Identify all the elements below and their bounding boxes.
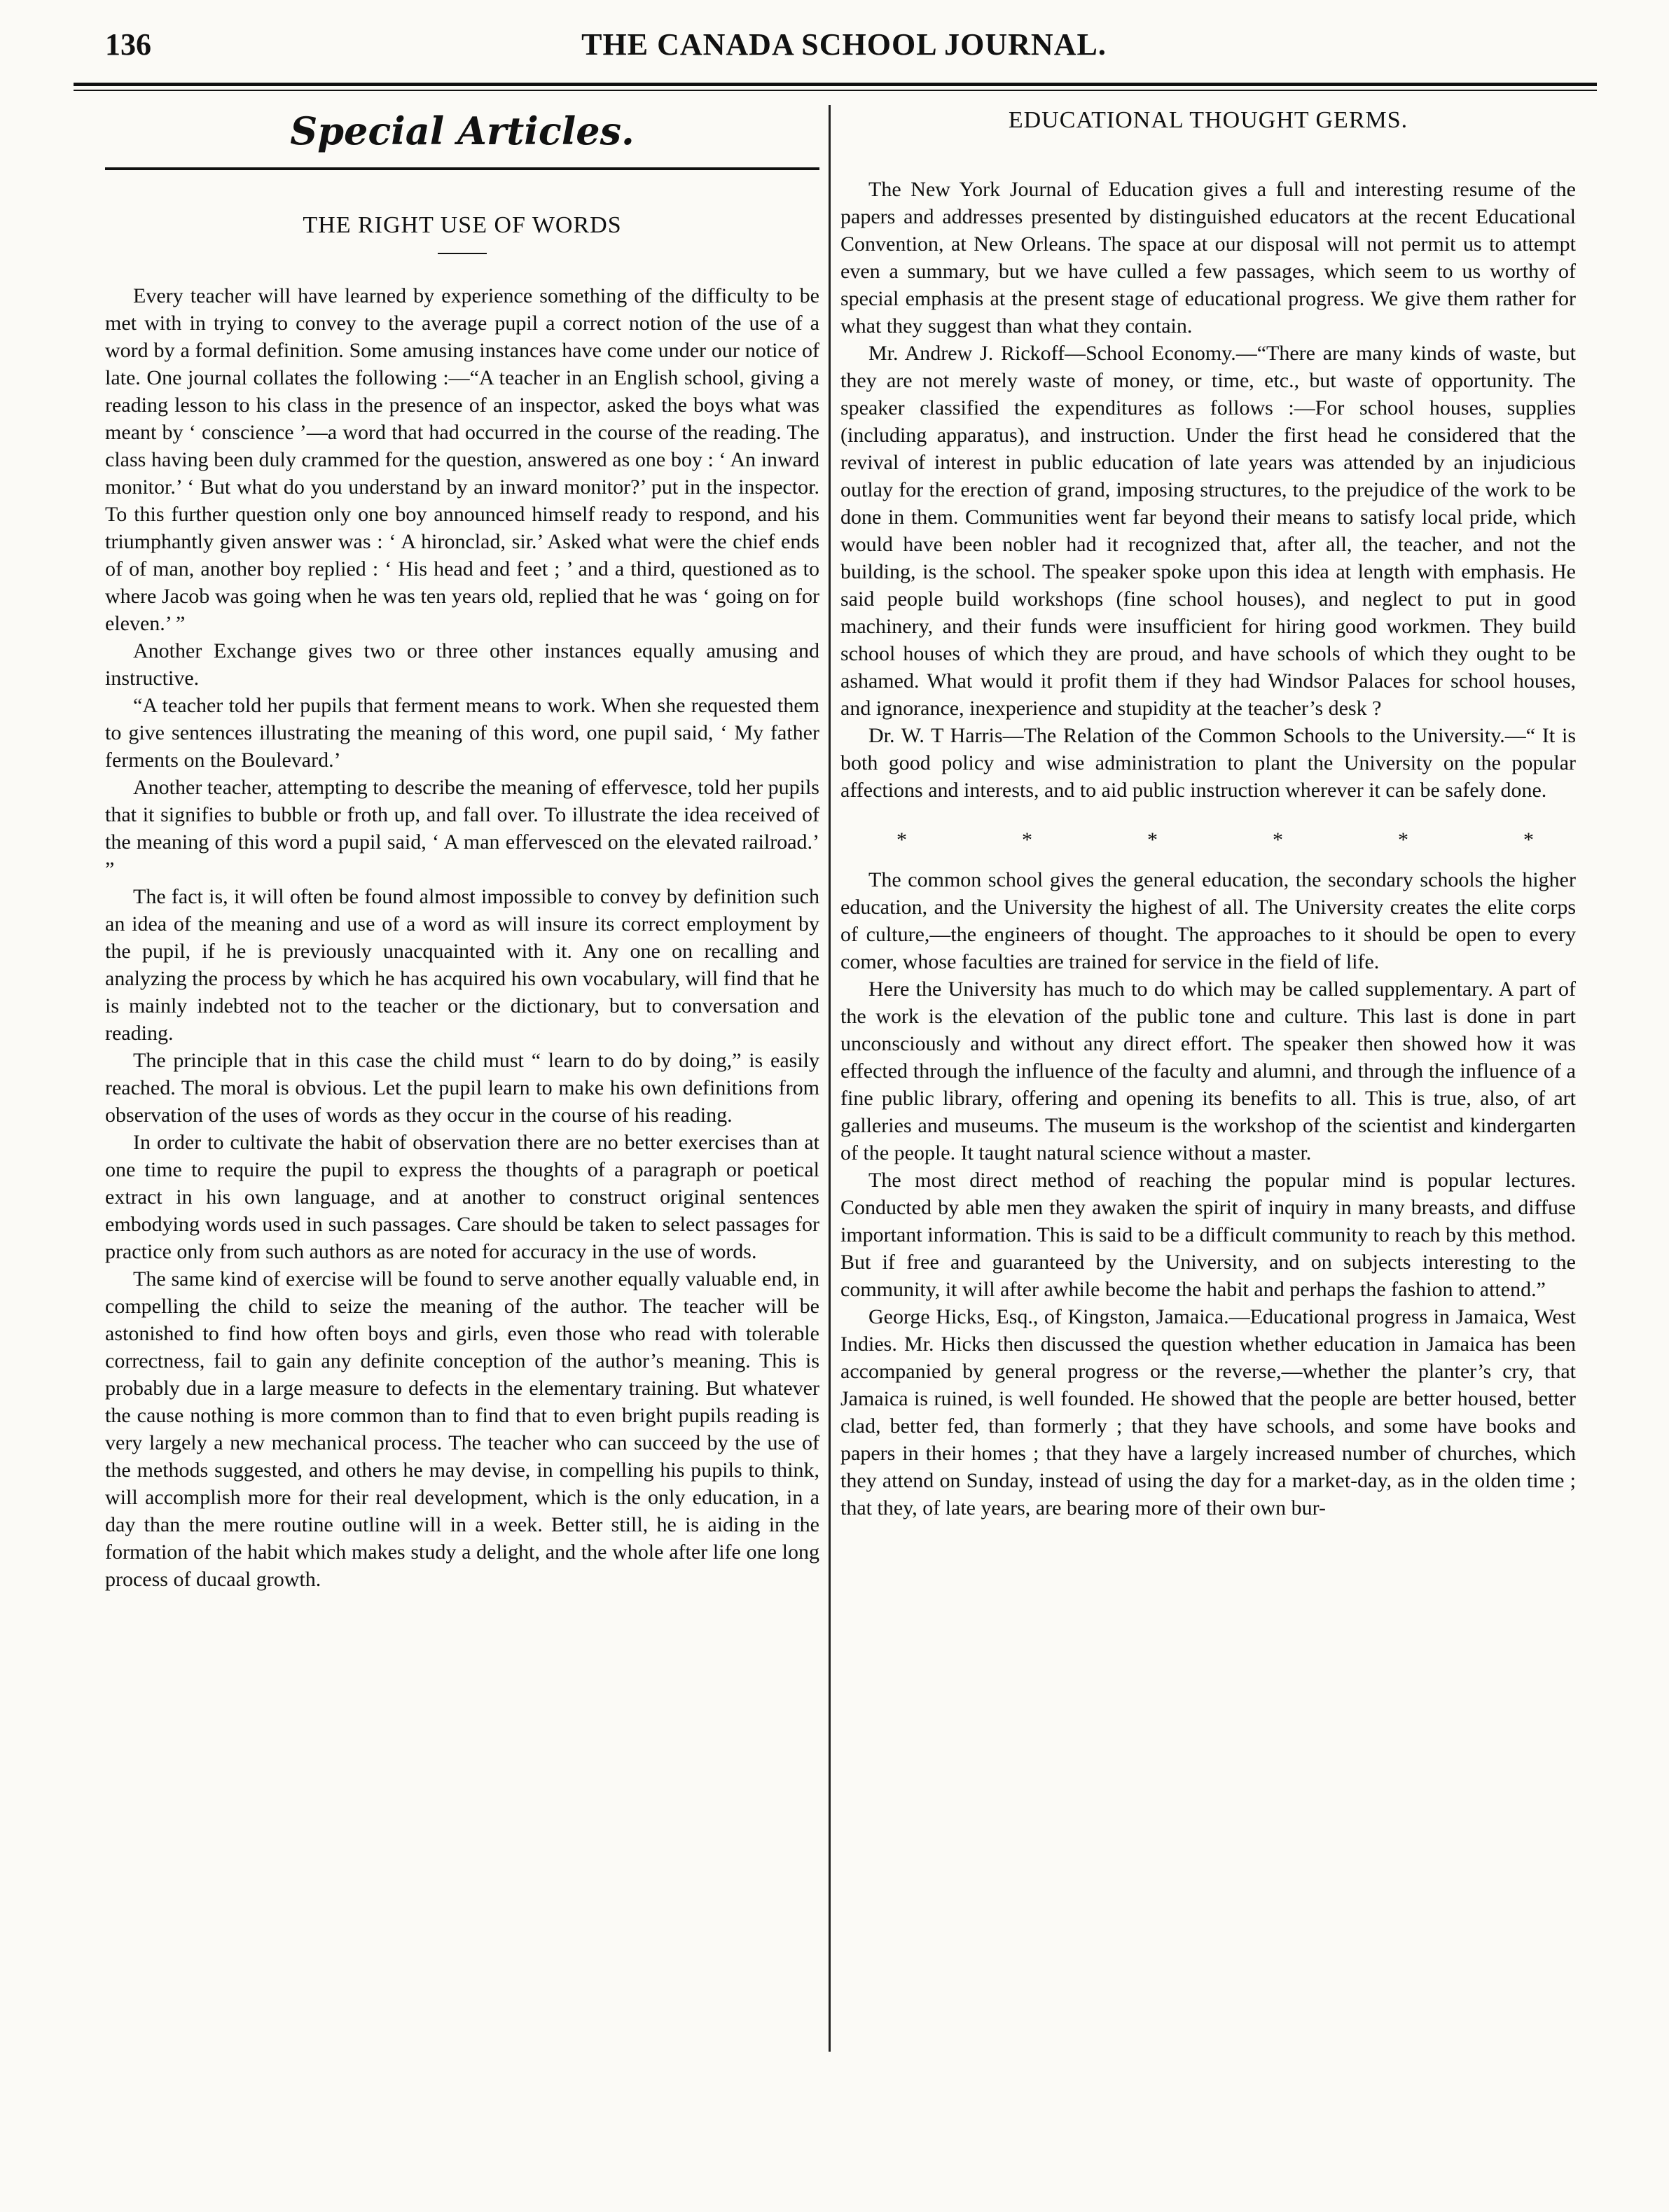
paragraph: “A teacher told her pupils that ferment means to work. When she requested them to give sentences illustrating the meaning of this word, one pupil said, ‘ My father ferments on the Boulevard.’ (105, 694, 819, 772)
section-rule (105, 167, 819, 170)
asterisk: * (1398, 828, 1408, 851)
title-rule (438, 253, 487, 254)
asterisk: * (1022, 828, 1032, 851)
page-header (105, 21, 1583, 70)
asterisk: * (1523, 828, 1534, 851)
asterisk: * (896, 828, 907, 851)
paragraph: The most direct method of reaching the popular mind is popular lectures. Conducted by able men they awaken the spirit of inquiry in many breasts, and diffuse important information. This is said to be a difficult community to reach by this method. But if free and guaranteed by the University, and on subjects interesting to the community, it will after awhile become the habit and perhaps the fashion to attend.” (840, 1169, 1576, 1301)
section-heading: Special Articles. (290, 109, 635, 153)
journal-title: THE CANADA SCHOOL JOURNAL. (581, 27, 1107, 62)
paragraph: Mr. Andrew J. Rickoff—School Economy.—“There are many kinds of waste, but they are not merely waste of money, or time, etc., but waste of opportunity. The speaker classified the expenditures as follows :—For school houses, supplies (including apparatus), and instruction. Under the first head he considered that the revival of interest in public education of late years was attended by an injudicious outlay for the erection of grand, imposing structures, to the prejudice of the work to be done in them. Communities went far beyond their means to satisfy local pride, which would have been nobler had it recognized that, after all, the teacher, and not the building, is the school. The speaker spoke upon this idea at length with emphasis. He said people build workshops (fine school houses), and neglect to put in good machinery, and their funds were insufficient for hiring good workmen. They build school houses of which they are proud, and have schools of which they ought to be ashamed. What would it profit them if they had Windsor Palaces for school houses, and ignorance, inexperience and stupidity at the teacher’s desk ? (840, 342, 1576, 720)
asterisk: * (1147, 828, 1158, 851)
page-number: 136 (105, 27, 151, 62)
paragraph: Dr. W. T Harris—The Relation of the Common Schools to the University.—“ It is both good policy and wise administration to plant the University on the popular affections and interests, and to aid public instruction wherever it can be safely done. (840, 724, 1576, 802)
paragraph: The same kind of exercise will be found to serve another equally valuable end, in compelling the child to seize the meaning of the author. The teacher will be astonished to find how often boys and girls, even those who read with tolerable correctness, fail to gain any definite conception of the author’s meaning. This is probably due in a large measure to defects in the elementary training. But whatever the cause nothing is more common than to find that to even bright pupils reading is very largely a new mechanical process. The teacher who can succeed by the use of the methods suggested, and others he may devise, in compelling his pupils to think, will accomplish more for their real development, which is the only education, in a day than the mere routine outline will in a week. Better still, he is aiding in the formation of the habit which makes study a delight, and the whole after life one long process of ducaal growth. (105, 1267, 819, 1591)
right-column (840, 102, 1576, 1522)
paragraph: The fact is, it will often be found almost impossible to convey by definition such an idea of the meaning and use of a word as will insure its correct employment by the pupil, if he is previously unacquainted with it. Any one on recalling and analyzing the process by which he has acquired his own vocabulary, will find that he is mainly indebted not to the teacher or the dictionary, but to conversation and reading. (105, 885, 819, 1045)
paragraph: The principle that in this case the child must “ learn to do by doing,” is easily reached. The moral is obvious. Let the pupil learn to make his own definitions from observation of the uses of words as they occur in the course of his reading. (105, 1049, 819, 1127)
left-column (105, 102, 819, 1593)
header-rule-thin (74, 90, 1597, 91)
paragraph: In order to cultivate the habit of observation there are no better exercises than at one time to require the pupil to express the thoughts of a paragraph or poetical extract in his own language, and at another to construct original sentences embodying words used in such passages. Care should be taken to select passages for practice only from such authors as are noted for accuracy in the use of words. (105, 1131, 819, 1263)
paragraph: The common school gives the general education, the secondary schools the higher education, and the University the highest of all. The University creates the elite corps of culture,—the engineers of thought. The approaches to it should be open to every comer, whose faculties are trained for service in the field of life. (840, 868, 1576, 973)
paragraph: Every teacher will have learned by experience something of the difficulty to be met with in trying to convey to the average pupil a correct notion of the use of a word by a formal definition. Some amusing instances have come under our notice of late. One journal collates the following :—“A teacher in an English school, giving a reading lesson to his class in the presence of an inspector, asked the boys what was meant by ‘ conscience ’—a word that had occurred in the course of the reading. The class having been duly crammed for the question, answered as one boy : ‘ An inward monitor.’ ‘ But what do you understand by an inward monitor?’ put in the inspector. To this further question only one boy announced himself ready to respond, and his triumphantly given answer was : ‘ A hironclad, sir.’ Asked what were the chief ends of of man, another boy replied : ‘ His head and feet ; ’ and a third, questioned as to where Jacob was going when he was ten years old, replied that he was ‘ going on for eleven.’ ” (105, 284, 819, 635)
paragraph: George Hicks, Esq., of Kingston, Jamaica.—Educational progress in Jamaica, West Indies. Mr. Hicks then discussed the question whether education in Jamaica has been accompanied by general progress or the reverse,—whether the planter’s cry, that Jamaica is ruined, is well founded. He showed that the people are better housed, better clad, better fed, than formerly ; that they have schools, and some have books and papers in their homes ; that they have a largely increased number of churches, which they attend on Sunday, instead of using the day for a market-day, as in the olden time ; that they, of late years, are bearing more of their own bur- (840, 1305, 1576, 1519)
paragraph: Another Exchange gives two or three other instances equally amusing and instructive. (105, 639, 819, 690)
asterisk: * (1273, 828, 1283, 851)
header-rule-thick (74, 83, 1597, 86)
asterism-divider (840, 828, 1576, 852)
article-title-educational-thought-germs: EDUCATIONAL THOUGHT GERMS. (1008, 107, 1408, 133)
article-title-right-use-of-words: THE RIGHT USE OF WORDS (303, 212, 622, 238)
paragraph: The New York Journal of Education gives a full and interesting resume of the papers and addresses presented by distinguished educators at the recent Educational Convention, at New Orleans. The space at our disposal will not permit us to attempt even a summary, but we have culled a few passages, which seem to us worthy of special emphasis at the present stage of educational progress. We give them rather for what they suggest than what they contain. (840, 178, 1576, 338)
paragraph: Another teacher, attempting to describe the meaning of effervesce, told her pupils that it signifies to bubble or froth up, and fall over. To illustrate the idea received of the meaning of this word a pupil said, ‘ A man effervesced on the elevated railroad.’ ” (105, 776, 819, 881)
column-divider (829, 105, 831, 2052)
paragraph: Here the University has much to do which may be called supplementary. A part of the work is the elevation of the public tone and culture. This last is done in part unconsciously and without any direct effort. The speaker then showed how it was effected through the influence of the faculty and alumni, and through the influence of a fine public library, offering and opening its benefits to all. This is true, also, of art galleries and museums. The museum is the workshop of the scientist and kindergarten of the people. It taught natural science without a master. (840, 978, 1576, 1164)
